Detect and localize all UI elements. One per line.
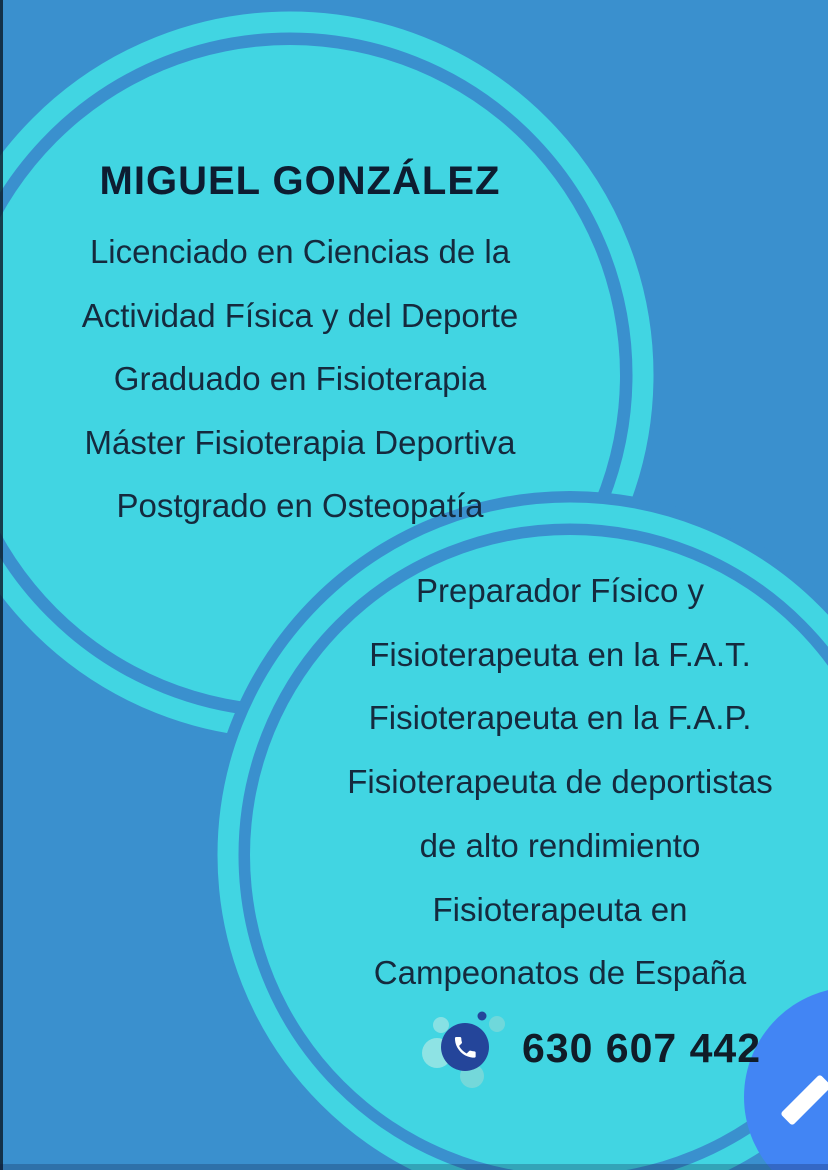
- phone-blob: [489, 1016, 505, 1032]
- role-line: Fisioterapeuta de deportistas: [347, 763, 773, 801]
- phone-badge-circle: [441, 1023, 489, 1071]
- bottom-edge-shade: [0, 1164, 828, 1170]
- roles-list: [260, 559, 828, 1005]
- left-edge-artifact: [0, 0, 3, 1170]
- role-line: Fisioterapeuta en la F.A.P.: [368, 699, 752, 737]
- credentials-list: [10, 220, 590, 538]
- credential-line: Actividad Física y del Deporte: [81, 296, 519, 334]
- role-line: Preparador Físico y: [416, 572, 704, 609]
- phone-blob: [433, 1017, 449, 1033]
- role-line: Campeonatos de España: [373, 954, 747, 992]
- role-line: Fisioterapeuta en: [432, 890, 688, 928]
- credential-line: Máster Fisioterapia Deportiva: [84, 423, 516, 461]
- phone-number: 630 607 442: [522, 1025, 762, 1071]
- poster-title: MIGUEL GONZÁLEZ: [99, 159, 501, 203]
- role-line: de alto rendimiento: [419, 826, 701, 864]
- credential-line: Licenciado en Ciencias de la: [89, 233, 511, 270]
- credential-line: Graduado en Fisioterapia: [113, 360, 487, 397]
- role-line: Fisioterapeuta en la F.A.T.: [369, 635, 751, 673]
- phone-badge-dot: [478, 1012, 487, 1021]
- credential-line: Postgrado en Osteopatía: [116, 487, 484, 524]
